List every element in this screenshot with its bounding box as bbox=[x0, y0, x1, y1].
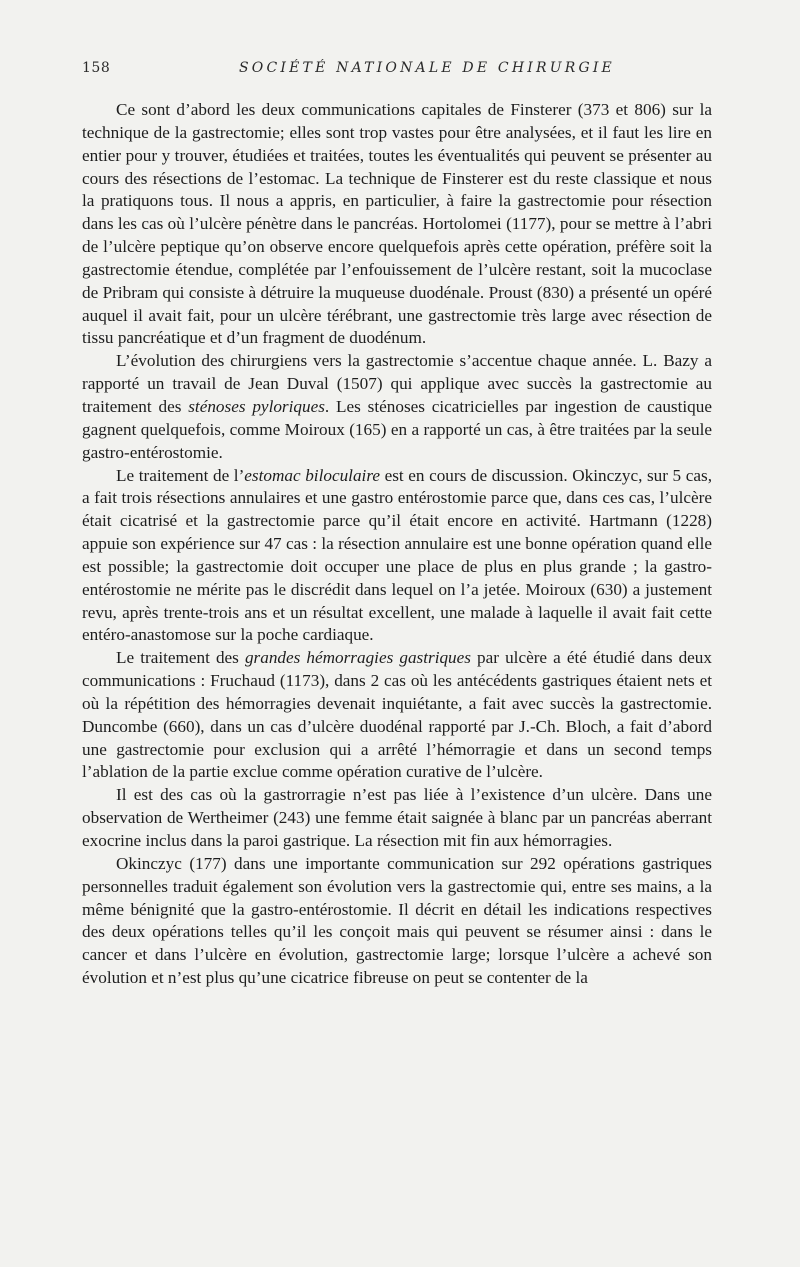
text-segment: est en cours de discussion. Okinczyc, sur 5 cas, a fait trois résections annulaires et une gastro entérostomie parce que, dans ces cas, l’ulcère était cicatrisé et la gastrectomie parce qu’il était encore en activité. Hartmann (1228) appuie son expérience sur 47 cas : la résection annulaire est une bonne opération quand elle est possible; la gastrectomie doit occuper une place de plus en plus grande ; la gastro-entérostomie ne mérite pas le discrédit dans lequel on l’a jetée. Moiroux (630) a justement revu, après trente-trois ans et un résultat excellent, une malade à laquelle il avait fait cette entéro-anastomose sur la poche cardiaque. bbox=[82, 465, 712, 645]
text-segment: par ulcère a été étudié dans deux communications : Fruchaud (1173), dans 2 cas où les antécédents gastriques étaient nets et où la répétition des hémorragies devenait inquiétante, a fait avec succès la gastrectomie. Duncombe (660), dans un cas d’ulcère duodénal rapporté par J.-Ch. Bloch, a fait d’abord une gastrectomie pour exclusion qui a arrêté l’hémorragie et dans un second temps l’ablation de la partie exclue comme opération curative de l’ulcère. bbox=[82, 648, 712, 782]
paragraph-5 bbox=[82, 784, 712, 853]
text-segment: Okinczyc (177) dans une importante communication sur 292 opérations gastriques personnelles traduit également son évolution vers la gastrectomie qui, entre ses mains, a la même bénignité que la gastro-entérostomie. Il décrit en détail les indications respectives des deux opérations telles qu’il les conçoit mais qui peuvent se résumer ainsi : dans le cancer et dans l’ulcère en évolution, gastrectomie large; lorsque l’ulcère a achevé son évolution et n’est plus qu’une cicatrice fibreuse on peut se contenter de la bbox=[82, 853, 712, 988]
text-segment: Ce sont d’abord les deux communications capitales de Finsterer (373 et 806) sur la technique de la gastrectomie; elles sont trop vastes pour être analysées, et il faut les lire en entier pour y trouver, étudiées et traitées, toutes les éventualités qui peuvent se présenter au cours des résections de l’estomac. La technique de Finsterer est du reste classique et nous la pratiquons tous. Il nous a appris, en particulier, à faire la gastrectomie pour résection dans les cas où l’ulcère pénètre dans le pancréas. Hortolomei (1177), pour se mettre à l’abri de l’ulcère peptique qu’on observe encore quelquefois après cette opération, préfère soit la gastrectomie étendue, complétée par l’enfouissement de l’ulcère restant, soit la mucoclase de Pribram qui consiste à détruire la muqueuse duodénale. Proust (830) a présenté un opéré auquel il avait fait, pour un ulcère térébrant, une gastrectomie très large avec résection de tissu pancréatique et d’un fragment de duodénum. bbox=[82, 100, 712, 348]
body-text bbox=[82, 99, 712, 990]
page-number: 158 bbox=[82, 60, 111, 76]
text-segment: Le traitement de l’ bbox=[116, 465, 245, 485]
italic-term: sténoses pyloriques bbox=[188, 396, 325, 416]
running-title: SOCIÉTÉ NATIONALE DE CHIRURGIE bbox=[239, 60, 615, 76]
paragraph-1 bbox=[82, 99, 712, 350]
text-segment: Le traitement des bbox=[116, 648, 245, 668]
italic-term: grandes hémorragies gastriques bbox=[244, 648, 471, 668]
paragraph-6 bbox=[82, 853, 712, 990]
text-segment: . Les sténoses cicatricielles par ingestion de caustique gagnent quelquefois, comme Moiroux (165) en a rapporté un cas, à être traitées par la seule gastro-entérostomie. bbox=[82, 396, 712, 462]
paragraph-4 bbox=[82, 647, 712, 784]
page-header bbox=[82, 60, 712, 82]
paragraph-2 bbox=[82, 350, 712, 464]
text-segment: Il est des cas où la gastrorragie n’est pas liée à l’existence d’un ulcère. Dans une observation de Wertheimer (243) une femme était saignée à blanc par un pancréas aberrant exocrine inclus dans la paroi gastrique. La résection mit fin aux hémorragies. bbox=[82, 785, 712, 850]
text-segment: L’évolution des chirurgiens vers la gastrectomie s’accentue chaque année. L. Bazy a rapporté un travail de Jean Duval (1507) qui applique avec succès la gastrectomie au traitement des bbox=[82, 351, 712, 416]
italic-term: estomac biloculaire bbox=[244, 465, 380, 485]
paragraph-3 bbox=[82, 465, 712, 648]
